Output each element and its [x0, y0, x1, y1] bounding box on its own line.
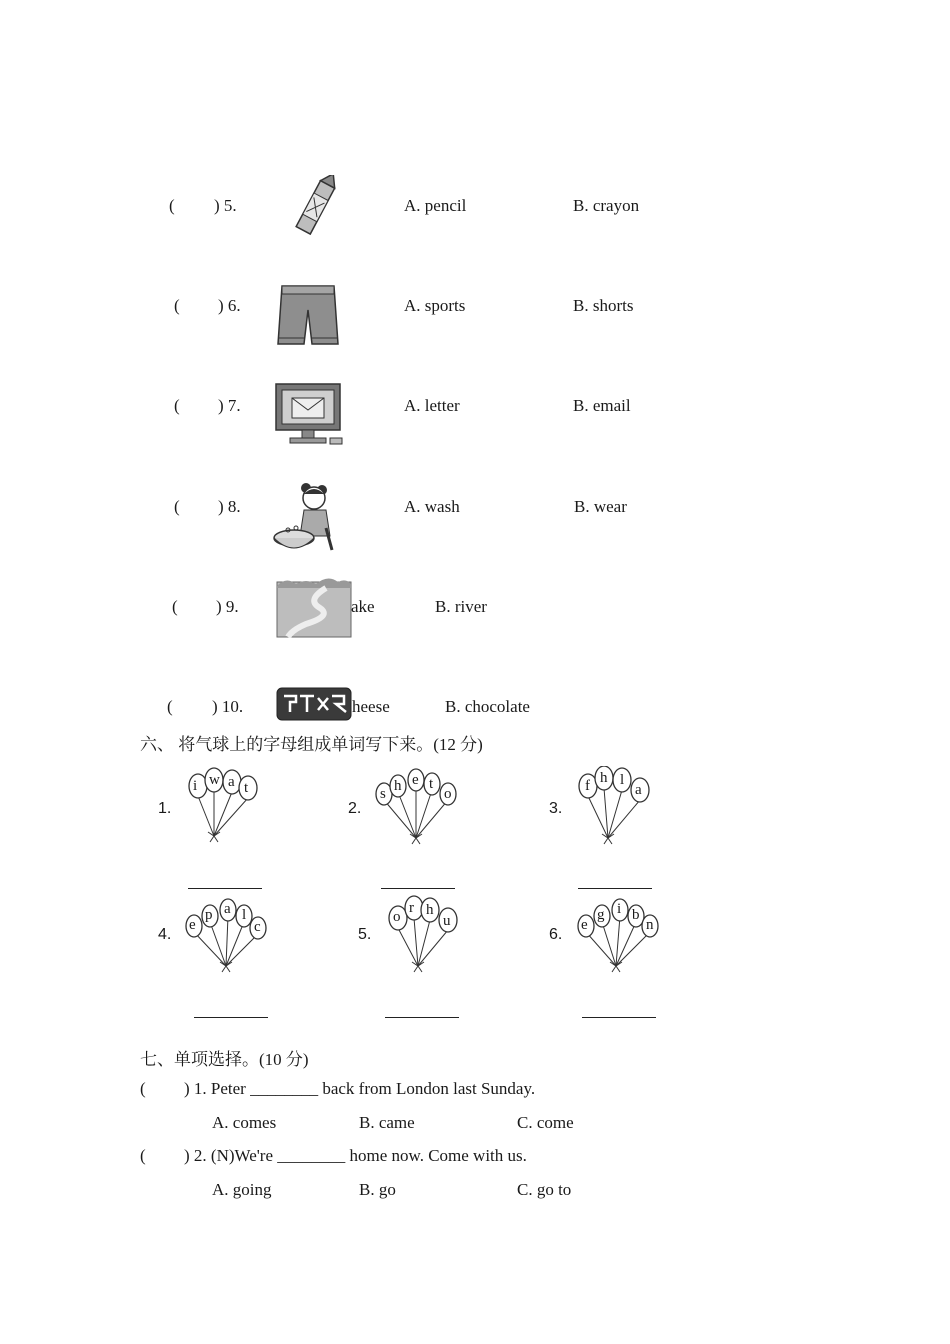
option-b: B. wear [574, 497, 627, 516]
balloon-letter: t [429, 776, 434, 792]
balloon-letter: f [585, 778, 590, 794]
balloon-letter: o [393, 909, 401, 925]
question-number: ) 9. [216, 597, 239, 616]
balloon-letter: o [444, 786, 452, 802]
option-b: B. go [359, 1180, 396, 1199]
balloon-letter: u [443, 913, 451, 929]
option-b: B. shorts [573, 296, 634, 315]
answer-paren[interactable]: ( [172, 597, 178, 616]
balloon-number: 4. [158, 926, 172, 943]
question-stem: ) 2. (N)We're ________ home now. Come with us. [184, 1146, 527, 1165]
crayon-picture [284, 175, 344, 245]
option-a: A. going [212, 1180, 272, 1199]
option-b: B. email [573, 396, 631, 415]
answer-blank[interactable] [582, 1017, 656, 1018]
answer-paren[interactable]: ( [167, 697, 173, 716]
option-b: B. came [359, 1113, 415, 1132]
balloon-letter: e [412, 772, 419, 788]
girl-washing-picture [270, 480, 350, 556]
section-7-title: 七、单项选择。(10 分) [140, 1050, 309, 1069]
balloon-number: 2. [348, 800, 362, 817]
balloon-letter: p [205, 907, 213, 923]
balloon-letter: a [635, 782, 642, 798]
balloon-letter: l [242, 907, 247, 923]
question-number: ) 6. [218, 296, 241, 315]
balloon-letter: a [224, 901, 231, 917]
option-a: A. pencil [404, 196, 467, 215]
option-b: B. chocolate [445, 697, 530, 716]
balloon-letter: n [646, 917, 654, 933]
balloon-letter: s [380, 786, 386, 802]
answer-paren[interactable]: ( [174, 296, 180, 315]
balloon-letter: h [394, 778, 402, 794]
balloon-letter: b [632, 907, 640, 923]
balloon-letter: i [617, 901, 622, 917]
balloon-letter: l [620, 772, 625, 788]
answer-paren[interactable]: ( [140, 1146, 146, 1165]
balloon-letter: g [597, 907, 605, 923]
option-a: A. sports [404, 296, 466, 315]
answer-blank[interactable] [188, 888, 262, 889]
balloon-number: 6. [549, 926, 563, 943]
balloon-letter: w [209, 772, 220, 788]
answer-paren[interactable]: ( [174, 497, 180, 516]
balloon-number: 5. [358, 926, 372, 943]
balloon-number: 1. [158, 800, 172, 817]
question-stem: ) 1. Peter ________ back from London last Sunday. [184, 1079, 536, 1098]
answer-paren[interactable]: ( [174, 396, 180, 415]
balloon-letter: t [244, 780, 249, 796]
balloon-letter: h [426, 902, 434, 918]
question-number: ) 10. [212, 697, 244, 716]
option-a: ake [351, 597, 375, 616]
shorts-picture [274, 282, 342, 350]
option-b: B. river [435, 597, 487, 616]
question-number: ) 5. [214, 196, 237, 215]
option-a: A. comes [212, 1113, 277, 1132]
question-number: ) 7. [218, 396, 241, 415]
question-number: ) 8. [218, 497, 241, 516]
chocolate-picture [276, 686, 352, 722]
balloon-number: 3. [549, 800, 563, 817]
option-a: A. letter [404, 396, 460, 415]
balloon-letter: i [193, 778, 198, 794]
option-b: B. crayon [573, 196, 640, 215]
balloon-letter: e [189, 917, 196, 933]
river-picture [276, 574, 352, 638]
balloon-letter: h [600, 770, 608, 786]
balloon-letter: a [228, 774, 235, 790]
answer-blank[interactable] [381, 888, 455, 889]
option-a: A. wash [404, 497, 460, 516]
answer-paren[interactable]: ( [140, 1079, 146, 1098]
option-c: C. go to [517, 1180, 572, 1199]
email-monitor-picture [272, 382, 346, 448]
balloon-letter: e [581, 917, 588, 933]
balloon-letter: r [409, 900, 414, 916]
answer-paren[interactable]: ( [169, 196, 175, 215]
section-6-title: 六、 将气球上的字母组成单词写下来。(12 分) [140, 735, 483, 754]
answer-blank[interactable] [578, 888, 652, 889]
balloon-letter: c [254, 919, 261, 935]
answer-blank[interactable] [385, 1017, 459, 1018]
answer-blank[interactable] [194, 1017, 268, 1018]
option-a: heese [352, 697, 390, 716]
option-c: C. come [517, 1113, 574, 1132]
